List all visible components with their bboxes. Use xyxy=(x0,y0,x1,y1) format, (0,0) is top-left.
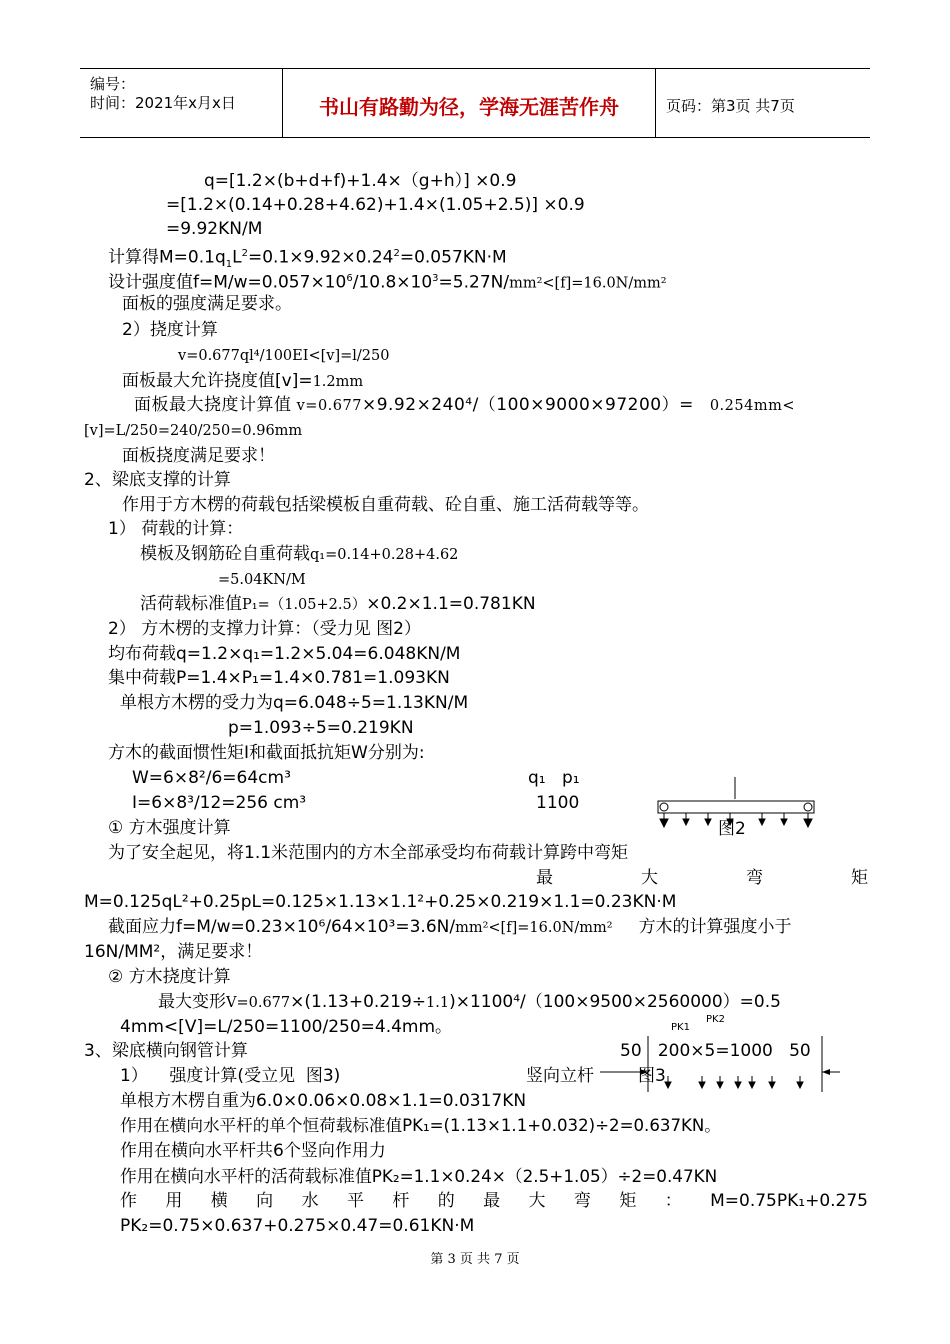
text-line: PK₂=0.75×0.637+0.275×0.47=0.61KN·M xyxy=(120,1216,475,1236)
document-date: 时间：2021年x月x日 xyxy=(90,94,236,112)
subsection-heading: ① 方木强度计算 xyxy=(108,818,231,838)
subsection-heading: ② 方木挠度计算 xyxy=(108,967,231,987)
section-heading: 3、梁底横向钢管计算 xyxy=(84,1041,248,1061)
fig3-dimensions: 50 200×5=1000 50 xyxy=(620,1041,811,1061)
header-page-cell xyxy=(656,69,870,137)
document-number-label: 编号： xyxy=(90,75,136,93)
header-meta-cell xyxy=(80,69,283,137)
text-line: =[1.2×(0.14+0.28+4.62)+1.4×(1.05+2.5)] ×0.9 xyxy=(166,195,585,215)
text-line: =5.04KN/M xyxy=(218,572,306,588)
text-line: 作 用 横 向 水 平 杆 的 最 大 弯 矩 ： M=0.75PK₁+0.275 xyxy=(120,1191,868,1211)
page-footer: 第 3 页 共 7 页 xyxy=(430,1252,520,1267)
text-line: [v]=L/250=240/250=0.96mm xyxy=(84,423,303,439)
fig3-vertical-pole-label: 竖向立杆 xyxy=(526,1066,594,1086)
text-line: v=0.677ql⁴/100EI<[v]=l/250 xyxy=(178,348,390,364)
text-line: 4mm<[V]=L/250=1100/250=4.4mm。 xyxy=(120,1017,453,1037)
text-line: 16N/MM²，满足要求！ xyxy=(84,942,263,962)
fig2-caption: 图2 xyxy=(718,819,746,839)
section-heading: 2、梁底支撑的计算 xyxy=(84,470,231,490)
text-line: 作用于方木楞的荷载包括梁模板自重荷载、砼自重、施工活荷载等等。 xyxy=(122,495,649,515)
text-line: M=0.125qL²+0.25pL=0.125×1.13×1.1²+0.25×0.219×1.1=0.23KN·M xyxy=(84,892,677,912)
text-line: 1） 荷载的计算： xyxy=(108,519,244,539)
text-line: 集中荷载P=1.4×P₁=1.4×0.781=1.093KN xyxy=(108,668,450,688)
page-header xyxy=(80,68,870,138)
fig3-pk1-label: PK1 xyxy=(671,1022,690,1033)
text-line: 最大变形V=0.677×(1.13+0.219÷1.1)×1100⁴/（100×9500×2560000）=0.5 xyxy=(158,992,781,1012)
text-line: 面板挠度满足要求！ xyxy=(122,446,275,466)
fig2-q-label: q₁ xyxy=(528,768,546,788)
text-line: 单根方木楞的受力为q=6.048÷5=1.13KN/M xyxy=(120,693,469,713)
text-line: 2）挠度计算 xyxy=(122,320,218,340)
text-line: 面板的强度满足要求。 xyxy=(122,294,292,314)
text-line: 作用在横向水平杆共6个竖向作用力 xyxy=(120,1141,386,1161)
fig3-caption: 图3 xyxy=(638,1066,666,1086)
header-page-number: 页码：第3页 共7页 xyxy=(666,97,795,115)
text-line: q=[1.2×(b+d+f)+1.4×（g+h）] ×0.9 xyxy=(204,171,517,191)
fig3-pk2-label: PK2 xyxy=(706,1014,725,1025)
text-line: 面板最大允许挠度值[v]=1.2mm xyxy=(122,371,364,391)
text-line: 单根方木楞自重为6.0×0.06×0.08×1.1=0.0317KN xyxy=(120,1091,527,1111)
text-line: 1） 强度计算(受立见 图3) xyxy=(120,1066,341,1086)
text-line: 截面应力f=M/w=0.23×10⁶/64×10³=3.6N/mm²<[f]=16.0N/mm² 方木的计算强度小于 xyxy=(108,917,792,937)
text-line: =9.92KN/M xyxy=(166,219,263,239)
text-line: 计算得$M=0.1q_1L^2=0.1\times 9.92\times 0.24^2=0.057KN\cdot M$ xyxy=(108,247,507,271)
text-line: 方木的截面惯性矩I和截面抵抗矩W分别为: xyxy=(108,743,425,763)
header-motto: 书山有路勤为径，学海无涯苦作舟 xyxy=(319,95,619,119)
fig2-p-label: p₁ xyxy=(562,768,580,788)
text-line: 作用在横向水平杆的活荷载标准值PK₂=1.1×0.24×（2.5+1.05）÷2=0.47KN xyxy=(120,1166,718,1186)
text-line: I=6×8³/12=256 cm³ xyxy=(132,793,307,813)
header-motto-cell xyxy=(283,69,656,137)
text-line: 最 大 弯 矩 xyxy=(536,868,868,888)
fig2-span-label: 1100 xyxy=(536,793,580,813)
text-line: 均布荷载q=1.2×q₁=1.2×5.04=6.048KN/M xyxy=(108,644,461,664)
text-line: 设计强度值$f=M/w=0.057\times 10^6/10.8\times 10^3=5.27N/mm^2<[f]=16.0N$/mm² xyxy=(108,272,667,293)
text-line: 为了安全起见，将1.1米范围内的方木全部承受均布荷载计算跨中弯矩 xyxy=(108,843,629,863)
text-line: 2） 方木楞的支撑力计算：（受力见 图2） xyxy=(108,619,421,639)
fig3-beam-diagram xyxy=(600,1032,840,1098)
text-line: p=1.093÷5=0.219KN xyxy=(228,718,414,738)
text-line: 活荷载标准值P₁=（1.05+2.5）×0.2×1.1=0.781KN xyxy=(140,594,536,614)
text-line: 作用在横向水平杆的单个恒荷载标准值PK₁=(1.13×1.1+0.032)÷2=0.637KN。 xyxy=(120,1116,721,1135)
text-line: W=6×8²/6=64cm³ xyxy=(132,768,291,788)
text-line: 模板及钢筋砼自重荷载q₁=0.14+0.28+4.62 xyxy=(140,544,459,564)
text-line: 面板最大挠度计算值 v=0.677×9.92×240⁴/（100×9000×97200）= 0.254mm< xyxy=(134,395,795,415)
